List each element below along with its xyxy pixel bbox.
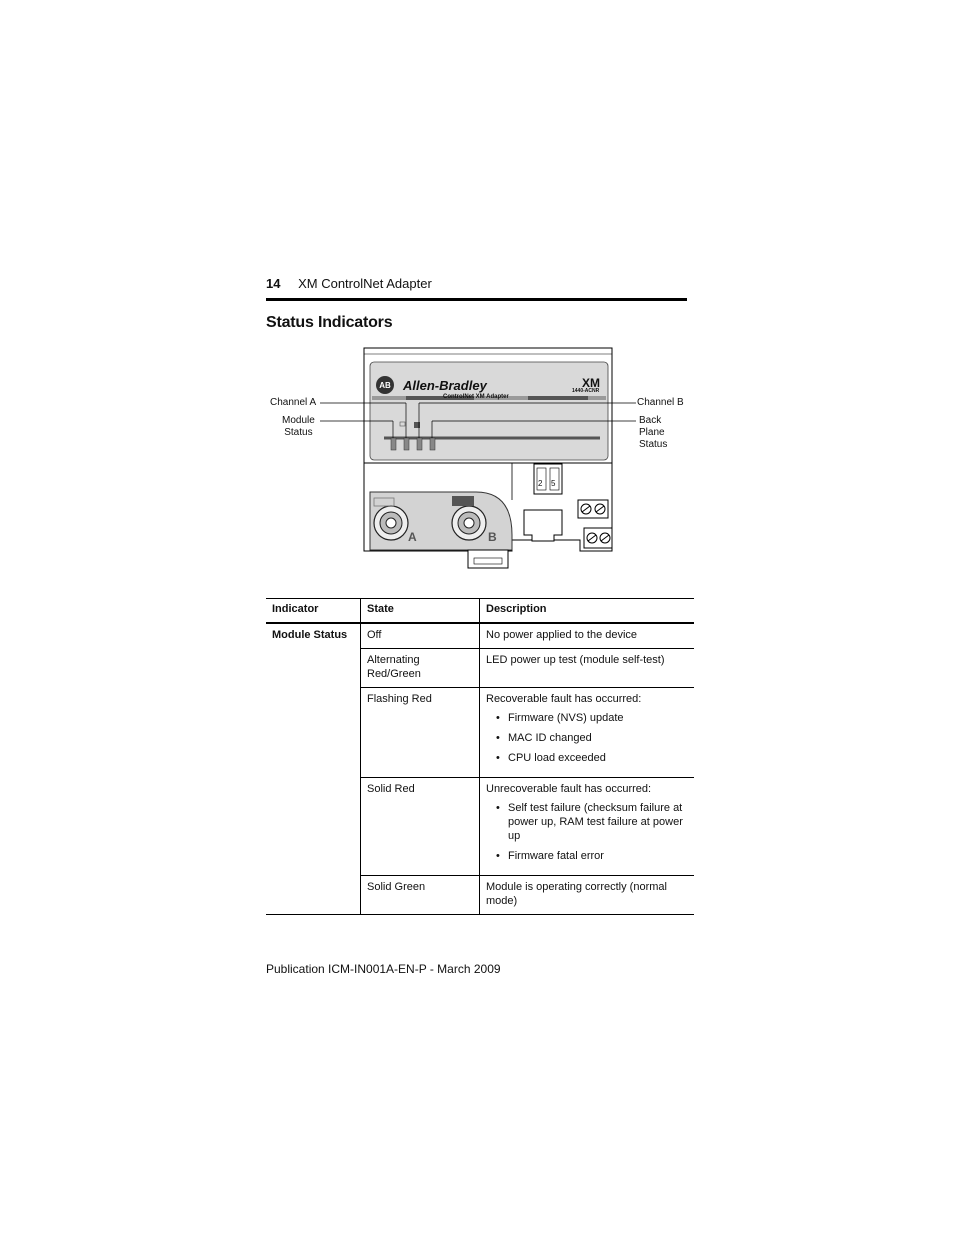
header-state: State: [361, 599, 480, 624]
section-title: Status Indicators: [266, 314, 393, 331]
callout-backplane-line-2: Plane: [639, 427, 665, 438]
product-name: XM: [582, 376, 600, 390]
channel-a-connector-icon: [374, 506, 408, 540]
bullet-list: [486, 711, 688, 765]
switch-right-value: 5: [551, 479, 556, 488]
callout-channel-b: Channel B: [637, 397, 684, 408]
callout-backplane-line-1: Back: [639, 415, 662, 426]
bullet-list: [486, 801, 688, 863]
adapter-figure: [266, 340, 696, 580]
state-cell: Off: [361, 623, 480, 649]
description-cell: [480, 778, 695, 876]
description-intro: Recoverable fault has occurred:: [486, 693, 642, 705]
adapter-diagram: [266, 340, 696, 580]
callout-module-status: [282, 415, 315, 439]
description-intro: Unrecoverable fault has occurred:: [486, 783, 652, 795]
list-item: • CPU load exceeded: [508, 751, 688, 765]
header-indicator: Indicator: [266, 599, 361, 624]
list-item: • Firmware fatal error: [508, 849, 688, 863]
callout-backplane-status: [639, 415, 667, 451]
switch-left-value: 2: [538, 479, 543, 488]
channel-a-led: [404, 438, 409, 450]
description-cell: Module is operating correctly (normal mode): [486, 881, 667, 907]
publication-footer: Publication ICM-IN001A-EN-P - March 2009: [266, 962, 501, 976]
indicator-cell: Module Status: [266, 623, 361, 915]
state-cell: Alternating Red/Green: [361, 649, 480, 688]
callout-channel-a: Channel A: [270, 397, 317, 408]
page-number: 14: [266, 276, 281, 291]
description-cell: [480, 688, 695, 778]
list-item: • Firmware (NVS) update: [508, 711, 688, 725]
description-cell: No power applied to the device: [486, 629, 638, 641]
running-title: XM ControlNet Adapter: [298, 276, 432, 291]
logo-text: AB: [379, 381, 391, 390]
backplane-status-led: [430, 438, 435, 450]
description-cell: LED power up test (module self-test): [486, 654, 665, 666]
state-cell: Flashing Red: [361, 688, 480, 778]
brand-name: Allen-Bradley: [403, 378, 487, 393]
running-header: [266, 276, 432, 291]
header-description: Description: [486, 603, 547, 615]
model-number: 1440-ACNR: [572, 388, 600, 394]
header-rule: [266, 298, 687, 301]
table-header-row: [266, 599, 694, 624]
status-indicator-table: [266, 598, 694, 915]
state-cell: Solid Green: [361, 876, 480, 915]
port-a-label: A: [408, 530, 417, 544]
module-status-led: [391, 438, 396, 450]
list-item: • Self test failure (checksum failure at power up, RAM test failure at power up: [502, 801, 688, 843]
channel-b-connector-icon: [452, 506, 486, 540]
port-b-label: B: [488, 530, 497, 544]
list-item: • MAC ID changed: [508, 731, 688, 745]
table-row: [266, 623, 694, 649]
callout-module-line-1: Module: [282, 415, 315, 426]
callout-module-line-2: Status: [284, 427, 313, 438]
state-cell: Solid Red: [361, 778, 480, 876]
channel-b-led: [417, 438, 422, 450]
adapter-label: ControlNet XM Adapter: [443, 394, 509, 400]
callout-backplane-line-3: Status: [639, 439, 668, 450]
